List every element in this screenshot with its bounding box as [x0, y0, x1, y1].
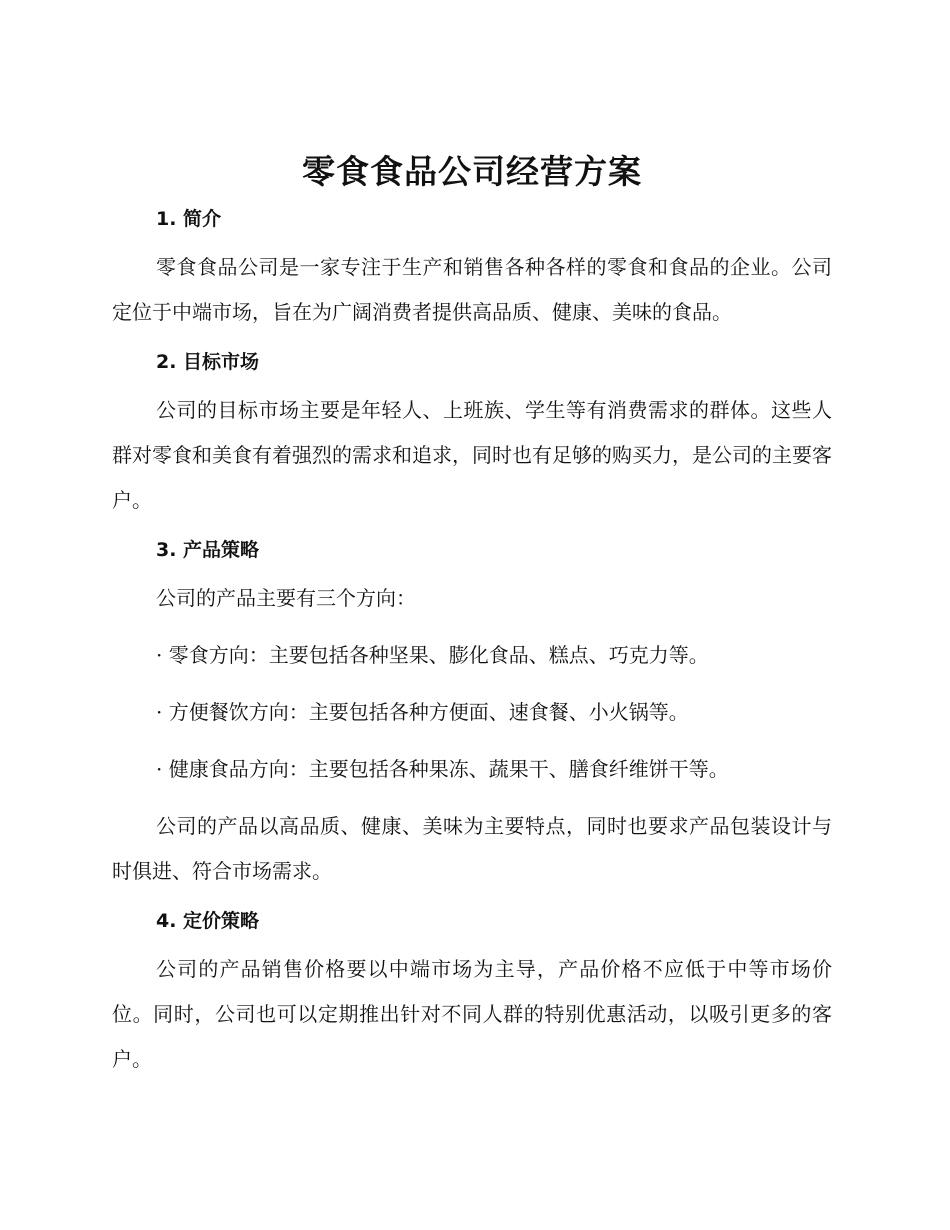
list-item-convenience-food: · 方便餐饮方向：主要包括各种方便面、速食餐、小火锅等。: [156, 700, 689, 724]
section-heading-target-market: 2. 目标市场: [156, 351, 260, 373]
list-item-health-food: · 健康食品方向：主要包括各种果冻、蔬果干、膳食纤维饼干等。: [156, 757, 729, 781]
section-heading-product-strategy: 3. 产品策略: [156, 539, 260, 561]
paragraph-product-intro: 公司的产品主要有三个方向：: [156, 586, 416, 610]
paragraph-product-closing: 公司的产品以高品质、健康、美味为主要特点，同时也要求产品包装设计与时俱进、符合市场需求。: [112, 814, 832, 883]
document-page: [112, 148, 832, 1082]
paragraph-target-market: 公司的目标市场主要是年轻人、上班族、学生等有消费需求的群体。这些人群对零食和美食有着强烈的需求和追求，同时也有足够的购买力，是公司的主要客户。: [112, 398, 832, 512]
section-heading-pricing-strategy: 4. 定价策略: [156, 910, 260, 932]
paragraph-pricing: 公司的产品销售价格要以中端市场为主导，产品价格不应低于中等市场价位。同时，公司也可以定期推出针对不同人群的特别优惠活动，以吸引更多的客户。: [112, 957, 832, 1071]
section-heading-intro: 1. 简介: [156, 208, 222, 230]
paragraph-intro: 零食食品公司是一家专注于生产和销售各种各样的零食和食品的企业。公司定位于中端市场，旨在为广阔消费者提供高品质、健康、美味的食品。: [112, 255, 832, 324]
document-title: 零食食品公司经营方案: [302, 152, 642, 191]
list-item-snacks: · 零食方向：主要包括各种坚果、膨化食品、糕点、巧克力等。: [156, 643, 709, 667]
